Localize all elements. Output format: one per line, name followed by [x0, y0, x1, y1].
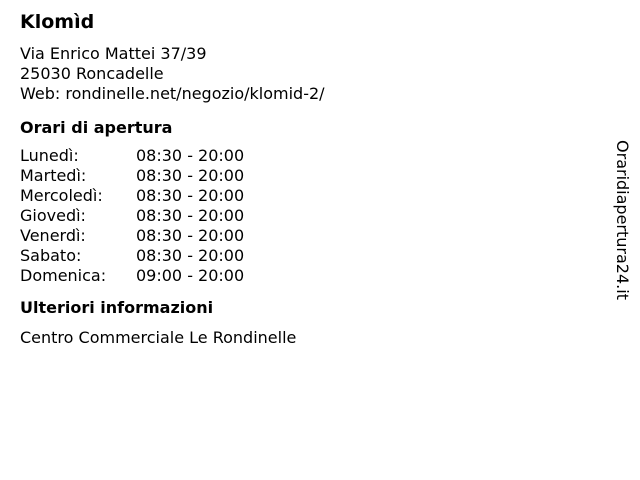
- hours-day: Lunedì:: [20, 146, 79, 165]
- hours-day: Mercoledì:: [20, 186, 103, 205]
- hours-day: Giovedì:: [20, 206, 86, 225]
- address-web: Web: rondinelle.net/negozio/klomid-2/: [20, 84, 325, 103]
- hours-time: 08:30 - 20:00: [136, 226, 245, 245]
- hours-day: Martedì:: [20, 166, 87, 185]
- additional-info-text: Centro Commerciale Le Rondinelle: [20, 328, 297, 347]
- opening-hours-title: Orari di apertura: [20, 118, 173, 137]
- shop-info-card: [20, 10, 580, 348]
- address-street: Via Enrico Mattei 37/39: [20, 44, 207, 63]
- hours-day: Sabato:: [20, 246, 82, 265]
- shop-address: [20, 44, 580, 104]
- hours-day: Domenica:: [20, 266, 107, 285]
- hours-row: [20, 146, 580, 166]
- hours-time: 08:30 - 20:00: [136, 166, 245, 185]
- additional-info-title: Ulteriori informazioni: [20, 298, 214, 317]
- hours-row: [20, 186, 580, 206]
- hours-time: 08:30 - 20:00: [136, 246, 245, 265]
- hours-row: [20, 246, 580, 266]
- hours-time: 09:00 - 20:00: [136, 266, 245, 285]
- hours-day: Venerdì:: [20, 226, 86, 245]
- site-watermark: Oraridiapertura24.it: [613, 140, 632, 300]
- hours-time: 08:30 - 20:00: [136, 186, 245, 205]
- address-city: 25030 Roncadelle: [20, 64, 164, 83]
- opening-hours-table: [20, 146, 580, 286]
- hours-row: [20, 266, 580, 286]
- hours-time: 08:30 - 20:00: [136, 146, 245, 165]
- shop-name: Klomìd: [20, 11, 95, 33]
- hours-row: [20, 206, 580, 226]
- hours-time: 08:30 - 20:00: [136, 206, 245, 225]
- hours-row: [20, 166, 580, 186]
- hours-row: [20, 226, 580, 246]
